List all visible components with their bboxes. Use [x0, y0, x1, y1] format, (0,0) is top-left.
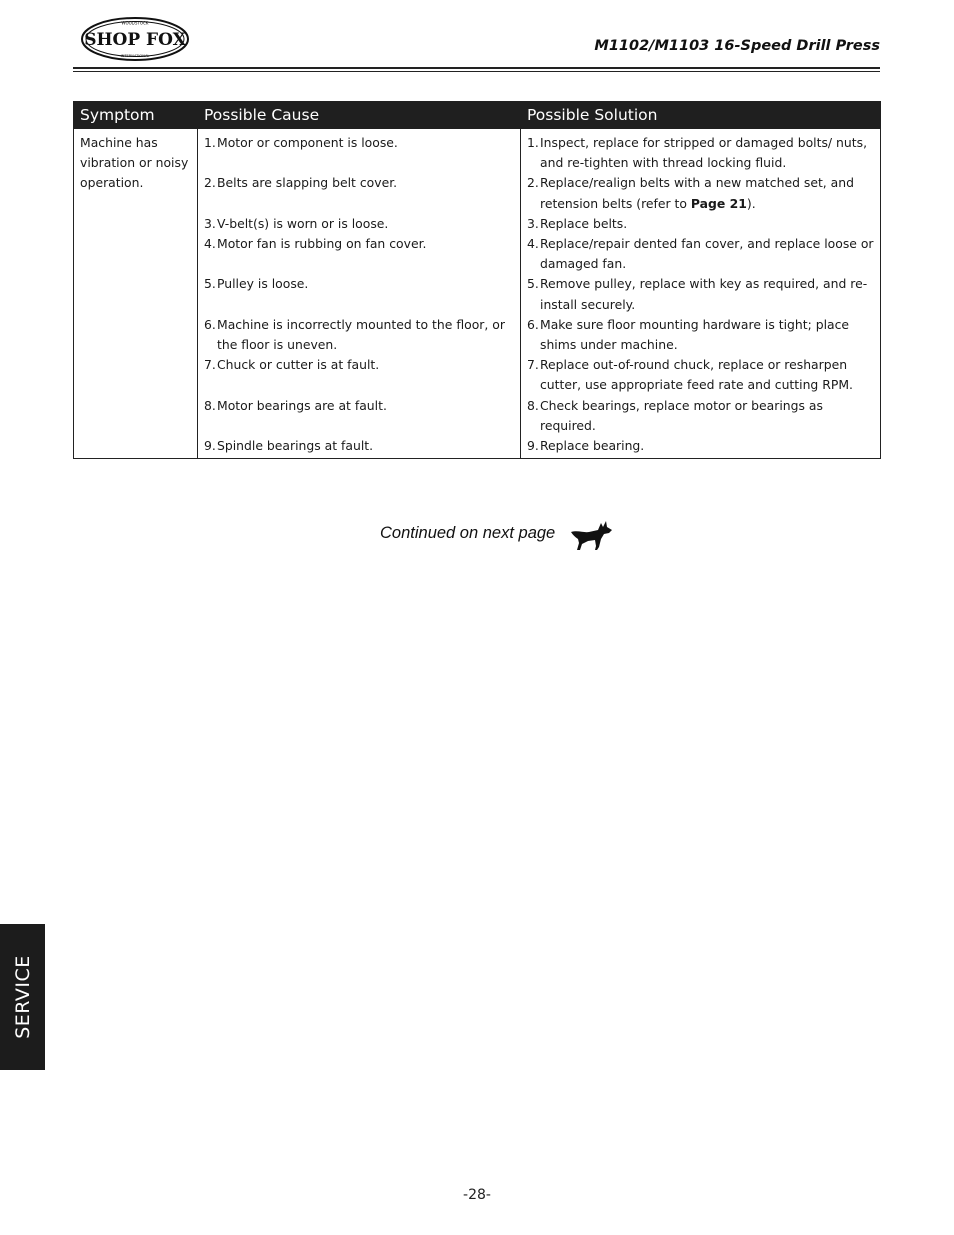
cause-item: 4. Motor fan is rubbing on fan cover. [204, 235, 427, 251]
shop-fox-logo [80, 16, 190, 62]
cause-item: 9. Spindle bearings at fault. [204, 437, 374, 453]
solution-item: 1. Inspect, replace for stripped or damaged bolts/ nuts, and re-tighten with thread locking fluid. [527, 135, 868, 171]
cause-cell [198, 129, 521, 459]
side-tab-label: SERVICE [11, 955, 34, 1039]
solution-header: Possible Solution [521, 102, 881, 129]
cause-header: Possible Cause [198, 102, 521, 129]
troubleshooting-table [73, 101, 881, 459]
solution-item: 9. Replace bearing. [527, 438, 645, 454]
cause-item: 1. Motor or component is loose. [204, 135, 398, 150]
solution-item: 5. Remove pulley, replace with key as required, and re-install securely. [527, 276, 868, 312]
fox-silhouette-icon [568, 516, 614, 552]
table-row [74, 129, 881, 459]
solution-item: 3. Replace belts. [527, 215, 628, 231]
solution-item: 8. Check bearings, replace motor or bearings as required. [527, 397, 823, 433]
page-number: -28- [463, 1187, 491, 1203]
page-reference: Page 21 [690, 195, 747, 211]
cause-item: 3. V-belt(s) is worn or is loose. [204, 215, 389, 231]
symptom-header: Symptom [74, 102, 198, 129]
solution-cell [521, 129, 881, 459]
header-rule [73, 67, 880, 69]
service-side-tab [0, 924, 45, 1070]
table-header-row [74, 102, 881, 129]
cause-item: 7. Chuck or cutter is at fault. [204, 357, 380, 373]
solution-item: 4. Replace/repair dented fan cover, and replace loose or damaged fan. [527, 236, 874, 272]
solution-item: 2. Replace/realign belts with a new matched set, and retension belts (refer to Page 21). [527, 175, 854, 211]
cause-item: 6. Machine is incorrectly mounted to the floor, or the floor is uneven. [204, 316, 505, 352]
svg-text:WOODSTOCK: WOODSTOCK [121, 20, 149, 26]
solution-item: 6. Make sure floor mounting hardware is tight; place shims under machine. [527, 316, 850, 353]
cause-item: 8. Motor bearings are at fault. [204, 397, 387, 413]
cause-item: 2. Belts are slapping belt cover. [204, 175, 398, 191]
svg-text:INTERNATIONAL: INTERNATIONAL [120, 54, 150, 58]
solution-item: 7. Replace out-of-round chuck, replace or resharpen cutter, use appropriate feed rate and cutting RPM. [527, 357, 853, 393]
document-title: M1102/M1103 16-Speed Drill Press [594, 38, 880, 54]
symptom-cell [74, 129, 198, 459]
continued-note: Continued on next page [380, 524, 556, 542]
symptom-text: Machine has vibration or noisy operation. [80, 135, 189, 191]
cause-item: 5. Pulley is loose. [204, 276, 309, 292]
header-rule-thin [73, 71, 880, 72]
svg-text:SHOP FOX: SHOP FOX [84, 30, 186, 50]
